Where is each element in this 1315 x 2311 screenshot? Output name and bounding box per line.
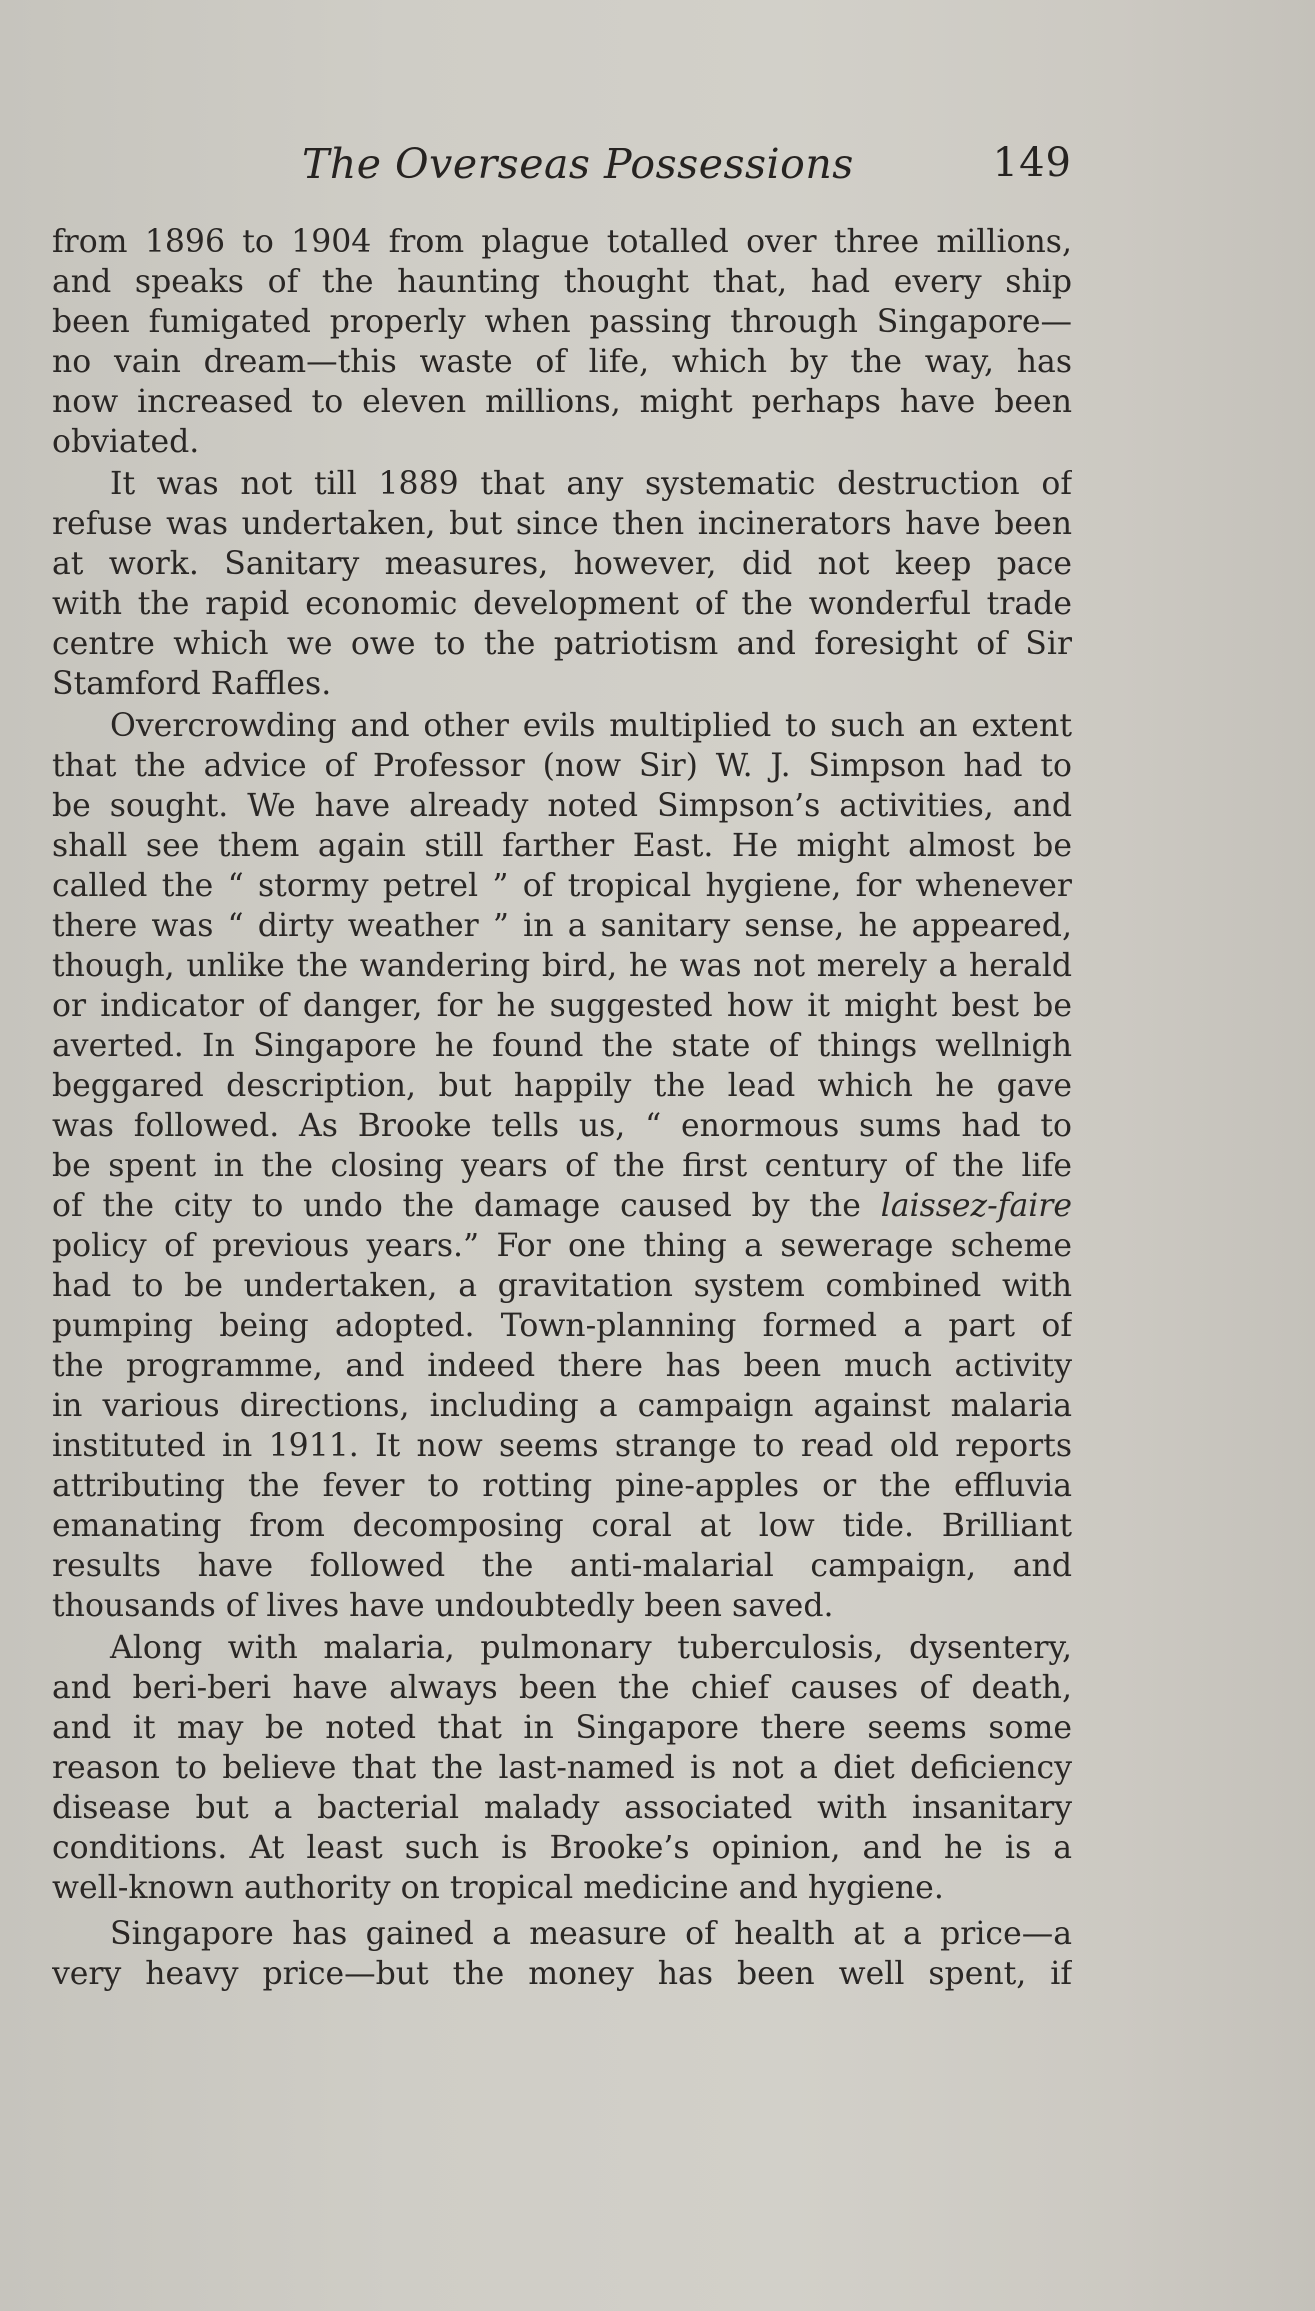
text-line: disease but a bacterial malady associated with insanitary <box>52 1790 1072 1826</box>
running-head <box>52 140 1072 200</box>
page-number: 149 <box>992 140 1072 186</box>
text-line: from 1896 to 1904 from plague totalled over three millions, <box>52 224 1072 260</box>
text-line: called the “ stormy petrel ” of tropical hygiene, for whenever <box>52 868 1072 904</box>
text-line: no vain dream—this waste of life, which by the way, has <box>52 344 1072 380</box>
text-line: beggared description, but happily the lead which he gave <box>52 1068 1072 1104</box>
text-line: policy of previous years.” For one thing a sewerage scheme <box>52 1228 1072 1264</box>
text-line: attributing the fever to rotting pine-apples or the effluvia <box>52 1468 1072 1504</box>
paragraph-3 <box>52 706 1072 1626</box>
text-line: now increased to eleven millions, might perhaps have been <box>52 384 1072 420</box>
text-line: very heavy price—but the money has been well spent, if <box>52 1956 1072 1992</box>
text-line: Singapore has gained a measure of health at a price—a <box>110 1916 1072 1952</box>
text-line: shall see them again still farther East. He might almost be <box>52 828 1072 864</box>
text-line: the programme, and indeed there has been much activity <box>52 1348 1072 1384</box>
text-line: there was “ dirty weather ” in a sanitary sense, he appeared, <box>52 908 1072 944</box>
text-line: be sought. We have already noted Simpson’s activities, and <box>52 788 1072 824</box>
paragraph-1 <box>52 222 1072 462</box>
text-line: be spent in the closing years of the first century of the life <box>52 1148 1072 1184</box>
text-line: pumping being adopted. Town-planning formed a part of <box>52 1308 1072 1344</box>
text-line: It was not till 1889 that any systematic destruction of <box>110 466 1072 502</box>
text-line: was followed. As Brooke tells us, “ enormous sums had to <box>52 1108 1072 1144</box>
text-line: emanating from decomposing coral at low tide. Brilliant <box>52 1508 1072 1544</box>
text-line: with the rapid economic development of the wonderful trade <box>52 586 1072 622</box>
book-page <box>52 140 1072 1994</box>
text-line: thousands of lives have undoubtedly been saved. <box>52 1588 834 1624</box>
text-line: though, unlike the wandering bird, he was not merely a herald <box>52 948 1072 984</box>
text-line: that the advice of Professor (now Sir) W. J. Simpson had to <box>52 748 1072 784</box>
text-line: been fumigated properly when passing through Singapore— <box>52 304 1072 340</box>
italic-term: laissez-faire <box>880 1188 1072 1224</box>
text-line: at work. Sanitary measures, however, did not keep pace <box>52 546 1072 582</box>
text-line: well-known authority on tropical medicine and hygiene. <box>52 1870 944 1906</box>
text-line: and beri-beri have always been the chief causes of death, <box>52 1670 1072 1706</box>
text-line: Overcrowding and other evils multiplied to such an extent <box>110 708 1072 744</box>
text-line-with-italic <box>52 1186 1072 1226</box>
text-line: in various directions, including a campaign against malaria <box>52 1388 1072 1424</box>
running-title: The Overseas Possessions <box>302 140 854 188</box>
text-line: averted. In Singapore he found the state of things wellnigh <box>52 1028 1072 1064</box>
text-line: centre which we owe to the patriotism and foresight of Sir <box>52 626 1072 662</box>
text-line: Along with malaria, pulmonary tuberculosis, dysentery, <box>110 1630 1072 1666</box>
body-text <box>52 222 1072 1994</box>
paragraph-2 <box>52 464 1072 704</box>
text-line-segment: of the city to undo the damage caused by the <box>52 1188 861 1224</box>
paragraph-4 <box>52 1628 1072 1908</box>
text-line: had to be undertaken, a gravitation system combined with <box>52 1268 1072 1304</box>
text-line: results have followed the anti-malarial campaign, and <box>52 1548 1072 1584</box>
text-line: instituted in 1911. It now seems strange to read old reports <box>52 1428 1072 1464</box>
text-line: conditions. At least such is Brooke’s opinion, and he is a <box>52 1830 1072 1866</box>
text-line: or indicator of danger, for he suggested how it might best be <box>52 988 1072 1024</box>
text-line: obviated. <box>52 424 200 460</box>
paragraph-5 <box>52 1914 1072 1994</box>
text-line: reason to believe that the last-named is not a diet deficiency <box>52 1750 1072 1786</box>
text-line: and speaks of the haunting thought that, had every ship <box>52 264 1072 300</box>
text-line: refuse was undertaken, but since then incinerators have been <box>52 506 1072 542</box>
text-line: Stamford Raffles. <box>52 666 332 702</box>
text-line: and it may be noted that in Singapore there seems some <box>52 1710 1072 1746</box>
